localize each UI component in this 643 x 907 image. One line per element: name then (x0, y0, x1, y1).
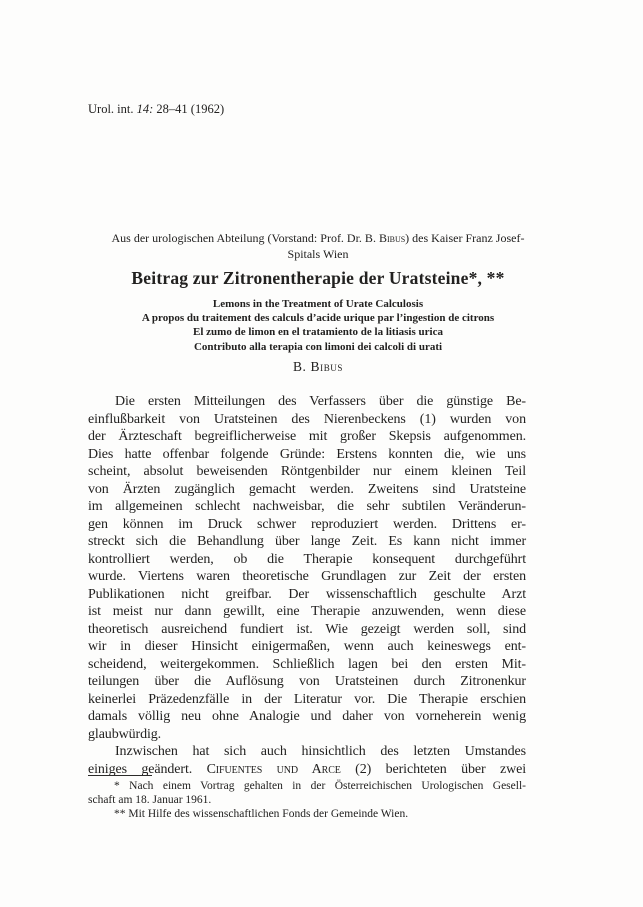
affiliation-line1 (93, 231, 543, 247)
body-line: scheidend, weitergekommen. Schließlich lagen bei den ersten Mit- (88, 656, 526, 672)
body-line: im allgemeinen schlecht nachweisbar, die sehr subtilen Veränderun- (88, 499, 526, 514)
footnotes (88, 779, 526, 822)
translated-title-french: A propos du traitement des calculs d’acide urique par l’ingestion de citrons (141, 312, 495, 325)
body-line-end: (2) berichteten über zwei (340, 761, 526, 777)
body-line: einflußbarkeit von Uratsteinen des Nierenbeckens (1) wurden von (88, 411, 526, 427)
body-line: theoretisch ausreichend fundiert ist. Wie gezeigt werden soll, sind (88, 621, 526, 637)
article-body (88, 393, 526, 778)
journal-volume: 14: (136, 102, 154, 116)
body-line: gen können im Druck schwer reproduziert werden. Drittens er- (88, 516, 526, 532)
body-line: wir in dieser Hinsicht einigermaßen, wenn auch keineswegs ent- (88, 639, 526, 654)
body-line: von Ärzten zugänglich gemacht werden. Zweitens sind Uratsteine (88, 481, 526, 497)
body-line: kontrolliert werden, ob die Therapie konsequent durchgeführt (88, 551, 526, 567)
footnote-line: * Nach einem Vortrag gehalten in der Österreichischen Urologischen Gesell- (114, 780, 526, 792)
affiliation (93, 231, 543, 262)
footnote-separator-rule (88, 775, 152, 776)
body-line: ist meist nur dann gewillt, eine Therapie anzuwenden, wenn diese (88, 604, 526, 619)
body-line: Inzwischen hat sich auch hinsichtlich des letzten Umstandes (115, 744, 526, 759)
body-line: scheint, absolut beweisenden Röntgenbilder nur einem kleinen Teil (88, 464, 526, 479)
body-line: streckt sich die Behandlung über lange Zeit. Es kann nicht immer (88, 534, 526, 549)
body-line: glaubwürdig. (88, 726, 162, 742)
body-line: keinerlei Präzedenzfälle in der Literatur vor. Die Therapie erschien (88, 691, 526, 707)
body-line: der Ärzteschaft begreiflicherweise mit großer Skepsis aufgenommen. (88, 429, 526, 444)
body-line: Die ersten Mitteilungen des Verfassers über die günstige Be- (115, 394, 526, 409)
translated-title-spanish: El zumo de limon en el tratamiento de la litiasis urica (193, 326, 443, 339)
cited-authors-smallcaps: Cifuentes und Arce (206, 761, 341, 777)
body-line-text: einiges geändert. (88, 761, 207, 777)
journal-pages-year: 28–41 (1962) (153, 102, 225, 116)
body-line: wurde. Viertens waren theoretische Grundlagen zur Zeit der ersten (88, 569, 526, 584)
affiliation-line2: Spitals Wien (287, 246, 349, 261)
body-line (88, 761, 526, 779)
translated-title-english: Lemons in the Treatment of Urate Calculosis (212, 298, 424, 310)
translated-title-italian: Contributo alla terapia con limoni dei calcoli di urati (193, 340, 443, 353)
affiliation-line1-text: Aus der urologischen Abteilung (Vorstand: Prof. Dr. B. (111, 231, 379, 245)
affiliation-line1-end: ) des Kaiser Franz Josef- (405, 231, 525, 245)
body-line: damals völlig neu ohne Analogie und daher von vorneherein wenig (88, 709, 526, 724)
journal-name: Urol. int. (88, 102, 137, 116)
affiliation-director-name: Bibus (378, 231, 406, 245)
author-name: B. Bibus (292, 359, 344, 374)
body-line: Publikationen nicht greifbar. Der wissenschaftlich geschulte Arzt (88, 586, 526, 602)
body-line: teilungen über die Auflösung von Uratsteinen durch Zitronenkur (88, 674, 526, 689)
journal-reference (88, 101, 224, 117)
article-title: Beitrag zur Zitronentherapie der Uratsteine*, ** (131, 268, 505, 288)
translated-titles (93, 297, 543, 354)
footnote-line: ** Mit Hilfe des wissenschaftlichen Fonds der Gemeinde Wien. (114, 808, 409, 821)
footnote-line: schaft am 18. Januar 1961. (88, 794, 212, 807)
body-line: Dies hatte offenbar folgende Gründe: Erstens konnten die, wie uns (88, 446, 526, 462)
